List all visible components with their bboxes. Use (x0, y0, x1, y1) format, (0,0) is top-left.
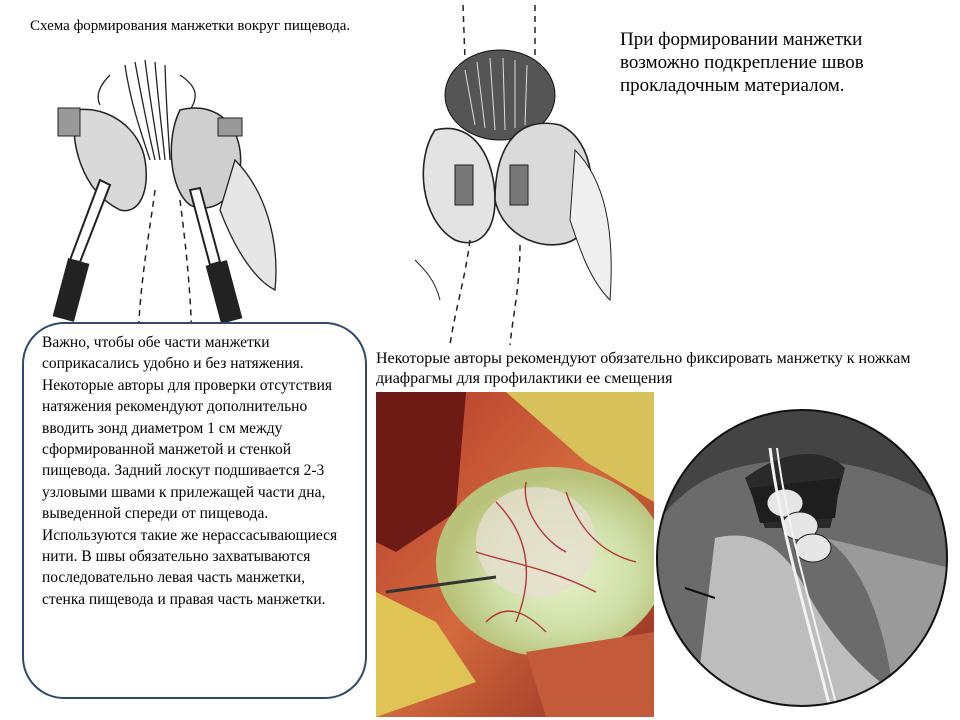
fundoplication-pledgets-illustration (395, 0, 620, 345)
crural-fixation-illustration (655, 408, 950, 708)
description-text: Важно, чтобы обе части манжетки соприкасались удобно и без натяжения. Некоторые авторы для проверки отсутствия натяжения рекомендуют дополнительно вводить зонд диаметром 1 см между сформированной манжетой и стенкой пищевода. Задний лоскут подшивается 2-3 узловыми швами к прилежащей части дна, выведенной спереди от пищевода. Используются такие же нерассасывающиеся нити. В швы обязательно захватываются последовательно левая часть манжетки, стенка пищевода и правая часть манжетки. (42, 334, 338, 608)
figure-caption-scheme: Схема формирования манжетки вокруг пищевода. (30, 18, 351, 34)
figure-caption-fixation: Некоторые авторы рекомендуют обязательно фиксировать манжетку к ножкам диафрагмы для профилактики ее смещения (376, 350, 911, 387)
figure-caption-reinforcement: При формировании манжетки возможно подкрепление швов прокладочным материалом. (620, 29, 864, 96)
fundoplication-forming-illustration (30, 40, 310, 340)
intraoperative-photo (376, 392, 654, 717)
description-textbox (22, 322, 367, 699)
